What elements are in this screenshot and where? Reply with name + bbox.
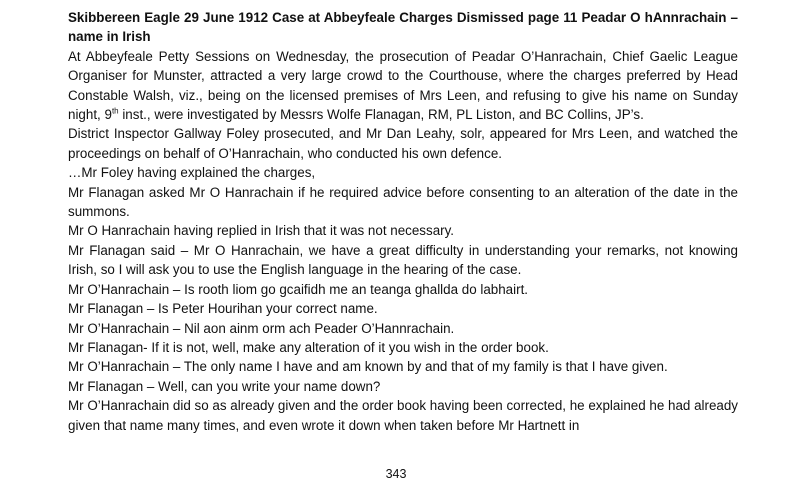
paragraph-13: Mr O’Hanrachain did so as already given and the order book having been corrected, he explained he had already given that name many times, and even wrote it down when taken before Mr Hartnett in bbox=[68, 398, 738, 433]
ordinal-suffix: th bbox=[111, 106, 119, 116]
page-number: 343 bbox=[385, 467, 407, 481]
paragraph-3: …Mr Foley having explained the charges, bbox=[68, 165, 316, 181]
paragraph-1: At Abbeyfeale Petty Sessions on Wednesday, the prosecution of Peadar O’Hanrachain, Chief Gaelic League Organiser for Munster, attracted a very large crowd to the Courthouse, where the charges preferred by Head Constable Walsh, viz., being on the licensed premises of Mrs Leen, and refusing to give his name on Sunday night, 9th inst., were investigated by Messrs Wolfe Flanagan, RM, PL Liston, and BC Collins, JP’s. bbox=[68, 48, 738, 123]
paragraph-10: Mr Flanagan- If it is not, well, make any alteration of it you wish in the order book. bbox=[68, 339, 549, 355]
paragraph-11: Mr O’Hanrachain – The only name I have and am known by and that of my family is that I have given. bbox=[68, 359, 668, 375]
paragraph-4: Mr Flanagan asked Mr O Hanrachain if he required advice before consenting to an alteration of the date in the summons. bbox=[68, 184, 738, 220]
paragraph-7: Mr O’Hanrachain – Is rooth liom go gcaifidh me an teanga ghallda do labhairt. bbox=[68, 281, 529, 297]
paragraph-8: Mr Flanagan – Is Peter Hourihan your correct name. bbox=[68, 301, 378, 317]
paragraph-6: Mr Flanagan said – Mr O Hanrachain, we have a great difficulty in understanding your remarks, not knowing Irish, so I will ask you to use the English language in the hearing of the case. bbox=[68, 242, 738, 278]
paragraph-9: Mr O’Hanrachain – Nil aon ainm orm ach Peader O’Hannrachain. bbox=[68, 320, 455, 336]
paragraph-5: Mr O Hanrachain having replied in Irish that it was not necessary. bbox=[68, 223, 455, 239]
document-page bbox=[68, 8, 738, 435]
paragraph-2: District Inspector Gallway Foley prosecuted, and Mr Dan Leahy, solr, appeared for Mrs Leen, and watched the proceedings on behalf of O’Hanrachain, who conducted his own defence. bbox=[68, 126, 738, 161]
paragraph-12: Mr Flanagan – Well, can you write your name down? bbox=[68, 378, 381, 394]
article-title: Skibbereen Eagle 29 June 1912 Case at Abbeyfeale Charges Dismissed page 11 Peadar O hAnnrachain – name in Irish bbox=[68, 10, 738, 45]
